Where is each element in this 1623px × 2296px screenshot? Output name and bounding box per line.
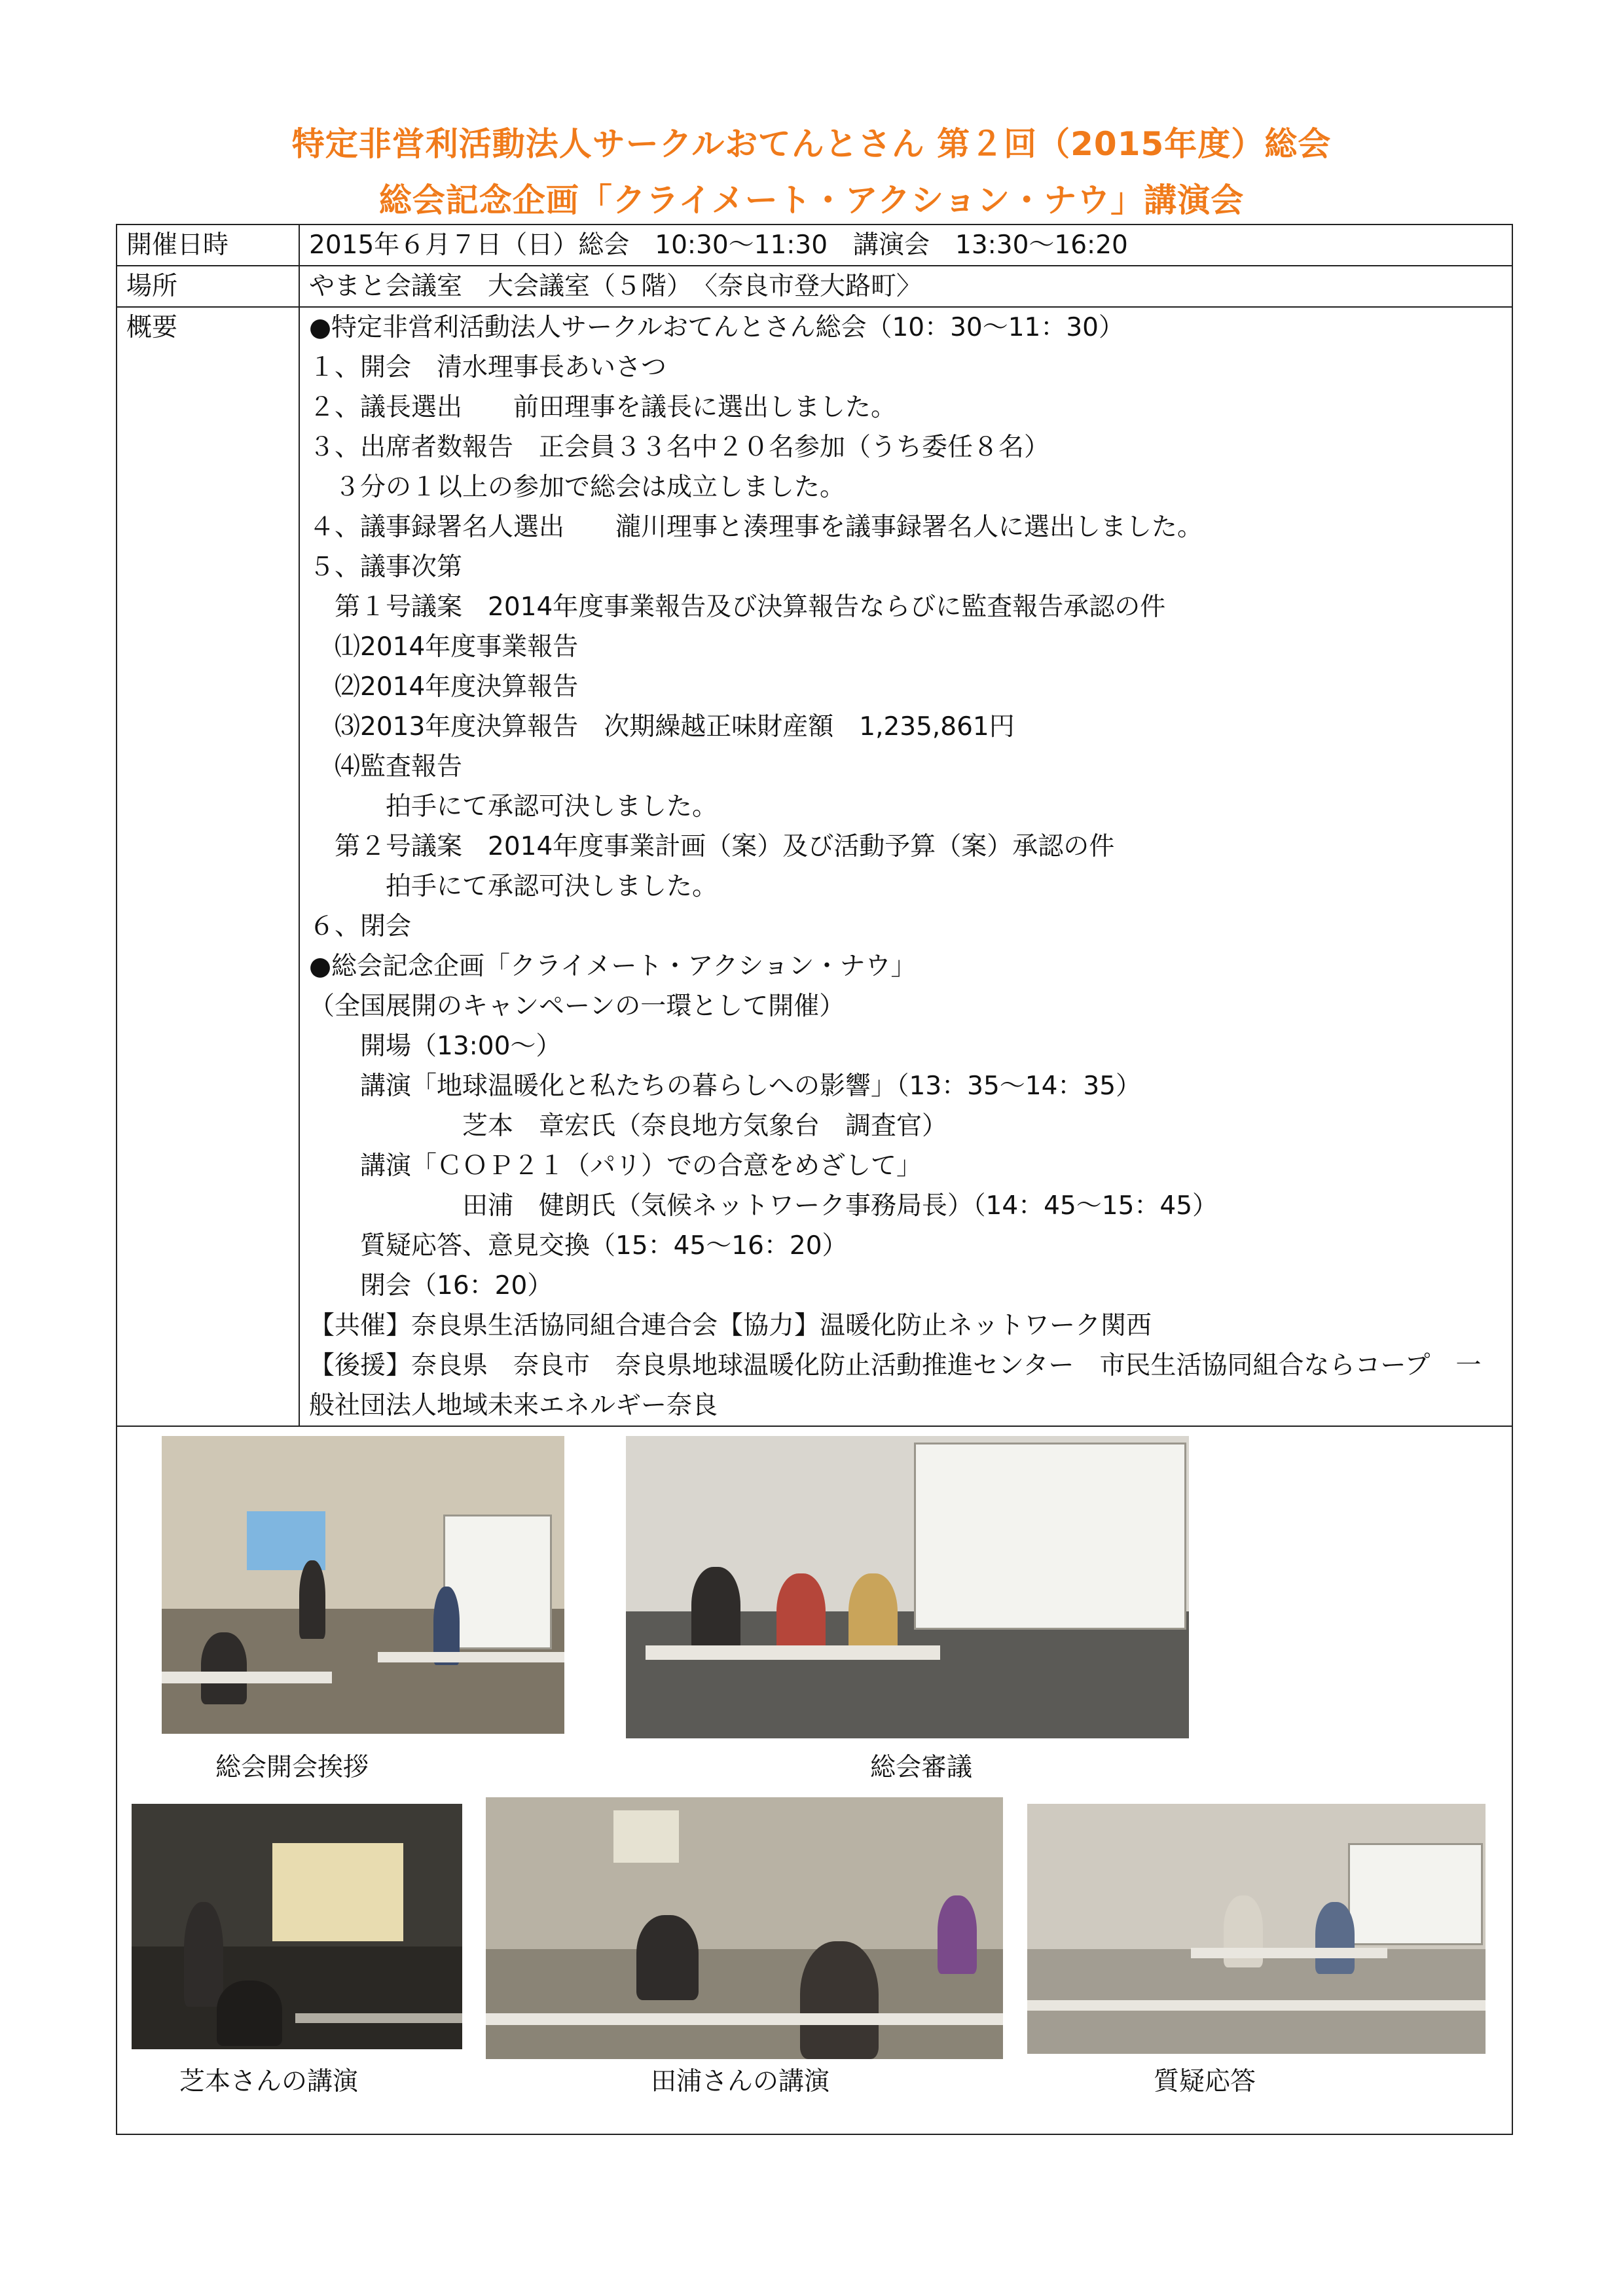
summary-line: ６、閉会 (309, 912, 412, 941)
summary-line: ⑵2014年度決算報告 (309, 672, 579, 702)
document-title: 特定非営利活動法人サークルおてんとさん 第２回（2015年度）総会 (291, 125, 1332, 163)
summary-content (299, 307, 1512, 1426)
date-label: 開催日時 (117, 224, 299, 266)
document-subtitle: 総会記念企画「クライメート・アクション・ナウ」講演会 (378, 181, 1245, 219)
summary-line: 芝本 章宏氏（奈良地方気象台 調査官） (309, 1111, 948, 1141)
photo-shibamoto-lecture (132, 1804, 462, 2049)
summary-line: ●特定非営利活動法人サークルおてんとさん総会（10：30～11：30） (309, 313, 1124, 342)
summary-line: （全国展開のキャンペーンの一環として開催） (309, 992, 845, 1021)
summary-line: ２、議長選出 前田理事を議長に選出しました。 (309, 393, 897, 422)
summary-line: 講演「ＣＯＰ２１（パリ）での合意をめざして」 (309, 1151, 922, 1181)
photo-row (117, 1426, 1512, 2134)
photo-opening-greeting (162, 1436, 564, 1734)
summary-line: 田浦 健朗氏（気候ネットワーク事務局長）（14：45～15：45） (309, 1191, 1218, 1221)
summary-line: 第２号議案 2014年度事業計画（案）及び活動予算（案）承認の件 (309, 832, 1115, 861)
summary-line: ⑴2014年度事業報告 (309, 632, 579, 662)
summary-line: 閉会（16：20） (309, 1271, 553, 1300)
summary-line: ⑶2013年度決算報告 次期繰越正味財産額 1,235,861円 (309, 712, 1015, 742)
summary-line: 開場（13:00～） (309, 1031, 562, 1061)
summary-line: 【共催】奈良県生活協同組合連合会【協力】温暖化防止ネットワーク関西 (309, 1311, 1152, 1340)
photo-caption: 田浦さんの講演 (651, 2067, 830, 2096)
summary-line: ５、議事次第 (309, 552, 463, 582)
date-row (117, 224, 1512, 266)
summary-line: 【後援】奈良県 奈良市 奈良県地球温暖化防止活動推進センター 市民生活協同組合ならコープ 一般社団法人地域未来エネルギー奈良 (309, 1351, 1482, 1420)
photo-caption: 総会開会挨拶 (215, 1753, 369, 1782)
summary-row (117, 307, 1512, 1426)
summary-line: ⑷監査報告 (309, 752, 463, 781)
summary-line: 質疑応答、意見交換（15：45～16：20） (309, 1231, 848, 1261)
summary-line: 講演「地球温暖化と私たちの暮らしへの影響」（13：35～14：35） (309, 1071, 1142, 1101)
summary-line: 拍手にて承認可決しました。 (309, 792, 718, 821)
event-info-table (116, 224, 1513, 2135)
summary-line: ４、議事録署名人選出 瀧川理事と湊理事を議事録署名人に選出しました。 (309, 512, 1203, 542)
photo-caption: 芝本さんの講演 (179, 2067, 359, 2096)
photo-deliberation (626, 1436, 1189, 1738)
place-row (117, 266, 1512, 307)
photo-qa-session (1027, 1804, 1486, 2054)
date-value: 2015年６月７日（日）総会 10:30～11:30 講演会 13:30～16:20 (299, 224, 1512, 266)
summary-line: ３分の１以上の参加で総会は成立しました。 (309, 473, 846, 502)
photo-taura-lecture (486, 1797, 1003, 2059)
summary-line: ●総会記念企画「クライメート・アクション・ナウ」 (309, 952, 917, 981)
summary-line: 第１号議案 2014年度事業報告及び決算報告ならびに監査報告承認の件 (309, 592, 1166, 622)
summary-line: 拍手にて承認可決しました。 (309, 872, 718, 901)
photo-caption: 総会審議 (870, 1753, 973, 1782)
summary-line: １、開会 清水理事長あいさつ (309, 353, 667, 382)
photo-cell (117, 1426, 1512, 2134)
summary-line: ３、出席者数報告 正会員３３名中２０名参加（うち委任８名） (309, 433, 1050, 462)
place-label: 場所 (117, 266, 299, 307)
summary-label: 概要 (117, 307, 299, 1426)
photo-caption: 質疑応答 (1154, 2067, 1256, 2096)
place-value: やまと会議室 大会議室（５階） 〈奈良市登大路町〉 (299, 266, 1512, 307)
